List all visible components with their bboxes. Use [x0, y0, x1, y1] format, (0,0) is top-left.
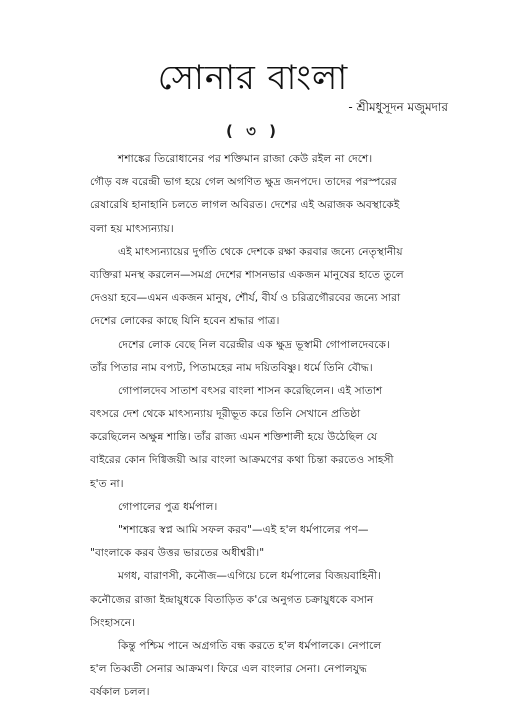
text-line: কনৌজের রাজা ইন্দ্রায়ুধকে বিতাড়িত ক'রে অনুগত চক্রায়ুধকে বসান — [90, 593, 374, 606]
text-line: গৌড় বঙ্গ বরেন্দ্রী ভাগ হয়ে গেল অগণিত ক্ষুদ্র জনপদে। তাদের পরস্পরের — [90, 176, 397, 189]
text-line: শশাঙ্কের তিরোধানের পর শক্তিমান রাজা কেউ রইল না দেশে। — [118, 153, 373, 165]
text-line: "বাংলাকে করব উত্তর ভারতের অধীশ্বরী।" — [90, 547, 265, 560]
text-line: দেশের লোকের কাছে যিনি হবেন শ্রদ্ধার পাত্র। — [90, 315, 280, 328]
text-line: বাইরের কোন দিগ্বিজয়ী আর বাংলা আক্রমণের কথা চিন্তা করতেও সাহসী — [90, 454, 394, 467]
text-line: হ'ল তিব্বতী সেনার আক্রমণ। ফিরে এল বাংলার সেনা। নেপালযুদ্ধ — [90, 663, 367, 676]
text-line: গোপালের পুত্র ধর্মপাল। — [118, 500, 218, 513]
text-line: মগধ, বারাণসী, কনৌজ—এগিয়ে চলে ধর্মপালের বিজয়বাহিনী। — [118, 570, 382, 583]
body-text — [90, 148, 438, 705]
text-line: দেওয়া হবে—এমন একজন মানুষ, শৌর্য, বীর্য ও চরিত্রগৌরবের জন্যে সারা — [90, 292, 401, 305]
text-line: "শশাঙ্কের স্বপ্ন আমি সফল করব"—এই হ'ল ধর্মপালের পণ— — [118, 524, 369, 536]
text-line: ব্যক্তিরা মনস্থ করলেন—সমগ্র দেশের শাসনভার একজন মানুষের হাতে তুলে — [90, 268, 404, 281]
text-line: দেশের লোক বেছে নিল বরেন্দ্রীর এক ক্ষুদ্র ভূস্বামী গোপালদেবকে। — [118, 338, 390, 351]
text-line: রেষারেষি হানাহানি চলতে লাগল অবিরত। দেশের এই অরাজক অবস্থাকেই — [90, 199, 400, 212]
text-line: কিন্তু পশ্চিম পানে অগ্রগতি বন্ধ করতে হ'ল ধর্মপালকে। নেপালে — [118, 639, 382, 652]
text-line: বর্ষকাল চলল। — [90, 686, 150, 699]
author-byline: - শ্রীমধুসূদন মজুমদার — [348, 100, 448, 114]
text-line: তাঁর পিতার নাম বপ্যট, পিতামহের নাম দয়িতবিষ্ণু। ধর্মে তিনি বৌদ্ধ। — [90, 361, 373, 374]
page-title: সোনার বাংলা — [157, 58, 349, 98]
text-line: সিংহাসনে। — [90, 616, 136, 629]
text-line: হ'ত না। — [90, 477, 124, 490]
text-line: বৎসরে দেশ থেকে মাৎস্যন্যায় দূরীভূত করে তিনি সেখানে প্রতিষ্ঠা — [90, 408, 361, 421]
text-line: এই মাৎস্যন্যায়ের দুর্গতি থেকে দেশকে রক্ষা করবার জন্যে নেতৃস্থানীয় — [118, 245, 403, 258]
text-line: গোপালদেব সাতাশ বৎসর বাংলা শাসন করেছিলেন। এই সাতাশ — [118, 384, 383, 397]
text-line: করেছিলেন অক্ষুন্ন শান্তি। তাঁর রাজ্য এমন শক্তিশালী হয়ে উঠেছিল যে — [90, 431, 378, 444]
chapter-number: ( ৩ ) — [226, 122, 280, 140]
text-line: বলা হয় মাৎস্যন্যায়। — [90, 222, 174, 235]
